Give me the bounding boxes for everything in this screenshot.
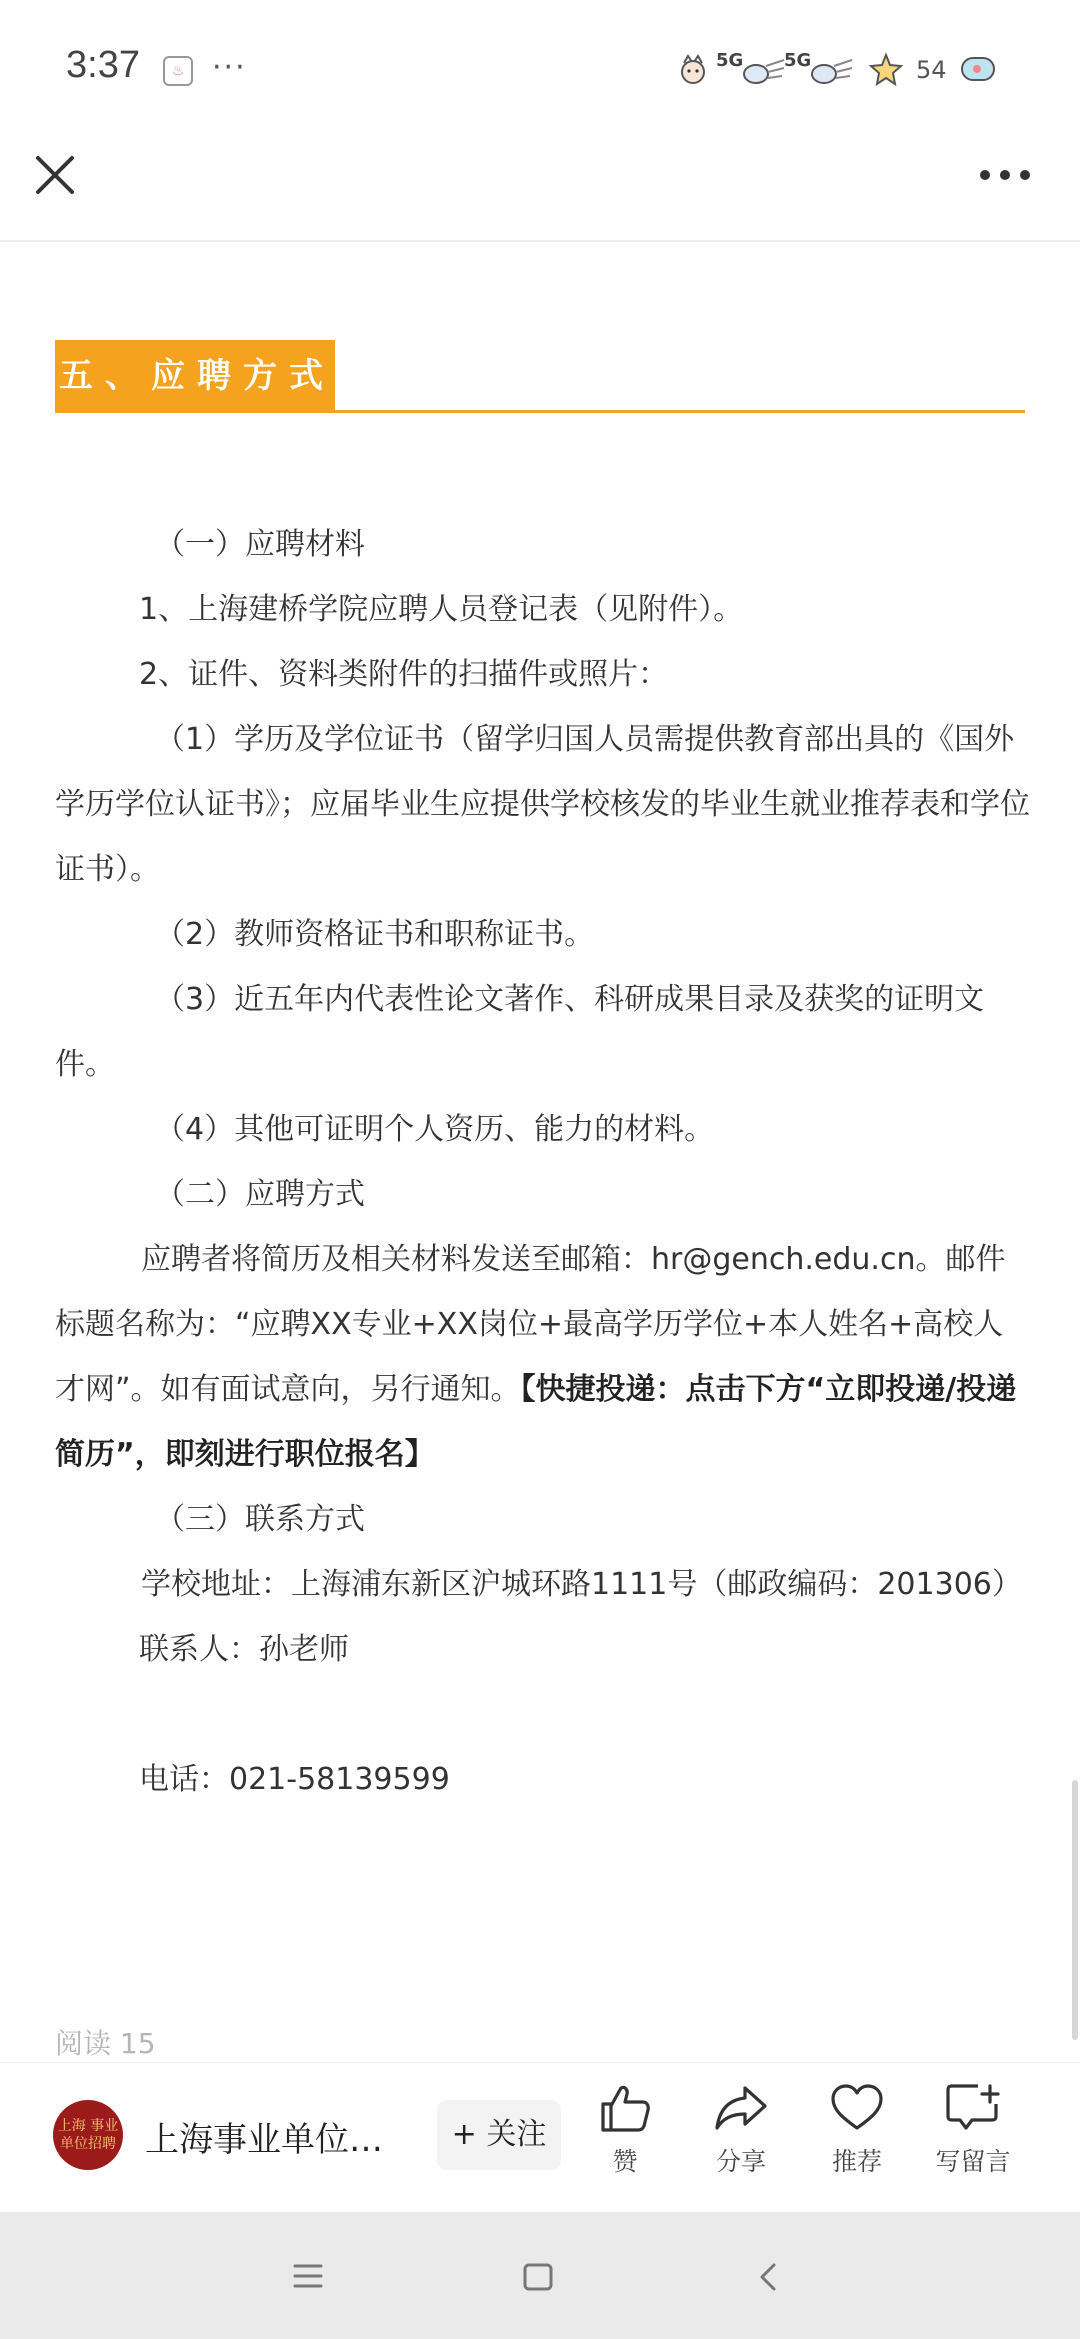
sticker-cloud-1-icon <box>738 50 788 90</box>
paragraph-phone: 电话：021-58139599 <box>139 1762 450 1797</box>
signal-label-1: 5G <box>716 50 744 71</box>
share-icon <box>713 2082 769 2134</box>
account-avatar[interactable]: 上海 事业单位招聘 <box>53 2100 123 2170</box>
more-icon <box>975 160 1035 190</box>
status-bar <box>0 0 1080 140</box>
paragraph: 2、证件、资料类附件的扫描件或照片： <box>139 657 669 692</box>
recommend-label: 推荐 <box>831 2147 882 2176</box>
home-button[interactable] <box>522 2262 554 2296</box>
paragraph: （2）教师资格证书和职称证书。 <box>155 917 595 952</box>
comment-add-icon <box>944 2082 1002 2134</box>
account-name[interactable]: 上海事业单位… <box>145 2120 383 2160</box>
follow-button[interactable]: + 关注 <box>437 2100 561 2170</box>
heart-icon <box>829 2082 885 2134</box>
battery-sticker-icon <box>960 50 998 90</box>
battery-level: 54 <box>916 56 947 84</box>
paragraph: （3）近五年内代表性论文著作、科研成果目录及获奖的证明文件。 <box>55 982 985 1082</box>
sticker-signal-1-icon <box>678 50 708 90</box>
write-comment-label: 写留言 <box>935 2147 1011 2176</box>
paragraph-contact: 联系人：孙老师 <box>139 1632 349 1667</box>
scrollbar[interactable] <box>1072 1780 1078 2040</box>
menu-icon <box>292 2262 324 2290</box>
share-label: 分享 <box>715 2147 766 2176</box>
paragraph: （4）其他可证明个人资历、能力的材料。 <box>155 1112 715 1147</box>
section-heading-rule <box>55 410 1025 413</box>
notification-icon: ♨ <box>163 56 193 86</box>
paragraph: （1）学历及学位证书（留学归国人员需提供教育部出具的《国外学历学位认证书》；应届毕业生应提供学校核发的毕业生就业推荐表和学位证书）。 <box>55 722 1030 887</box>
close-button[interactable] <box>30 150 80 200</box>
paragraph: 1、上海建桥学院应聘人员登记表（见附件）。 <box>139 592 744 627</box>
paragraph-email: 应聘者将简历及相关材料发送至邮箱：hr@gench.edu.cn。邮件标题名称为：“应聘XX专业+XX岗位+最高学历学位+本人姓名+高校人才网”。如有面试意向，另行通知。【快捷投递：点击下方“立即投递/投递简历”，即刻进行职位报名】 <box>55 1242 1017 1472</box>
like-button[interactable] <box>575 2082 675 2178</box>
back-button[interactable] <box>756 2262 780 2296</box>
recent-apps-button[interactable] <box>292 2262 324 2294</box>
header-divider <box>0 240 1080 242</box>
more-notifications-icon: ··· <box>212 50 247 85</box>
paragraph: （二）应聘方式 <box>155 1177 365 1212</box>
home-icon <box>522 2262 554 2292</box>
paragraph-address: 学校地址：上海浦东新区沪城环路1111号（邮政编码：201306） <box>141 1567 1022 1602</box>
quick-apply-note: 【快捷投递：点击下方“立即投递/投递简历”，即刻进行职位报名】 <box>55 1372 1017 1472</box>
recommend-button[interactable] <box>807 2082 907 2178</box>
share-button[interactable] <box>691 2082 791 2178</box>
signal-label-2: 5G <box>784 50 812 71</box>
section-heading: 五、应聘方式 <box>55 340 335 412</box>
paragraph: （三）联系方式 <box>155 1502 365 1537</box>
sticker-cloud-2-icon <box>806 50 856 90</box>
close-icon <box>30 150 80 200</box>
article-body <box>55 512 1030 1812</box>
status-time: 3:37 <box>66 44 140 86</box>
back-arrow-icon <box>756 2262 780 2292</box>
read-count: 阅读 15 <box>55 2027 156 2060</box>
more-menu-button[interactable] <box>975 160 1035 190</box>
like-label: 赞 <box>612 2147 638 2176</box>
write-comment-button[interactable] <box>923 2082 1023 2178</box>
thumbs-up-icon <box>597 2082 653 2134</box>
sticker-star-icon <box>868 50 904 90</box>
paragraph: （一）应聘材料 <box>155 527 365 562</box>
